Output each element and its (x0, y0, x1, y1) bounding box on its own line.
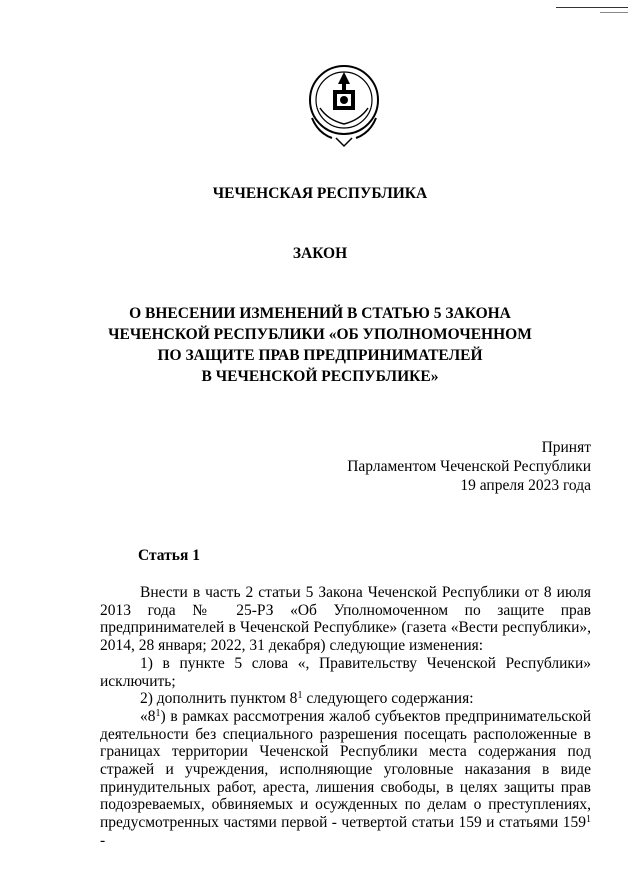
law-title-line: ПО ЗАЩИТЕ ПРАВ ПРЕДПРИНИМАТЕЛЕЙ (157, 347, 483, 364)
adoption-body: Парламентом Чеченской Республики (347, 458, 591, 475)
quote-tail: - (100, 831, 106, 849)
quote-open: «8 (140, 707, 156, 725)
superscript: 1 (155, 707, 161, 719)
scan-mark-line-short (600, 12, 628, 13)
coat-of-arms-emblem (298, 58, 390, 150)
scan-mark-line (556, 7, 628, 8)
adoption-date: 19 апреля 2023 года (460, 477, 591, 494)
article-body (100, 584, 591, 850)
article-quoted-point (100, 708, 591, 850)
article-item-2 (100, 690, 591, 708)
superscript: 1 (297, 690, 303, 702)
republic-name: ЧЕЧЕНСКАЯ РЕСПУБЛИКА (212, 185, 428, 202)
law-title-line: О ВНЕСЕНИИ ИЗМЕНЕНИЙ В СТАТЬЮ 5 ЗАКОНА (129, 305, 511, 322)
adoption-label: Принят (541, 439, 591, 456)
superscript: 1 (586, 814, 591, 826)
law-title-line: В ЧЕЧЕНСКОЙ РЕСПУБЛИКЕ» (201, 368, 439, 385)
article-item-1: 1) в пункте 5 слова «, Правительству Чеченской Республики» исключить; (100, 654, 591, 690)
item-2-tail: следующего содержания: (302, 690, 474, 708)
item-2-text: 2) дополнить пунктом 8 (140, 690, 298, 708)
quote-text: ) в рамках рассмотрения жалоб субъектов предпринимательской деятельности без специального разрешения посещать расположенные в границах территории Чеченской Республики места содержания под стражей и учреждения, исполняющие уголовные наказания в виде принудительных работ, ареста, лишения свободы, в целях защиты прав подозреваемых, обвиняемых и осужденных по делам о преступлениях, предусмотренных частями первой - четвертой статьи 159 и статьями 159 (100, 707, 591, 832)
law-title-line: ЧЕЧЕНСКОЙ РЕСПУБЛИКИ «ОБ УПОЛНОМОЧЕННОМ (108, 326, 532, 343)
law-title (0, 303, 640, 387)
article-heading: Статья 1 (138, 547, 200, 564)
adoption-block (347, 438, 591, 495)
document-type: ЗАКОН (292, 245, 348, 262)
article-intro-paragraph: Внести в часть 2 статьи 5 Закона Чеченской Республики от 8 июля 2013 года № 25-РЗ «Об Уполномоченном по защите прав предпринимателей в Чеченской Республике» (газета «Вести республики», 2014, 28 января; 2022, 31 декабря) следующие изменения: (100, 584, 591, 655)
